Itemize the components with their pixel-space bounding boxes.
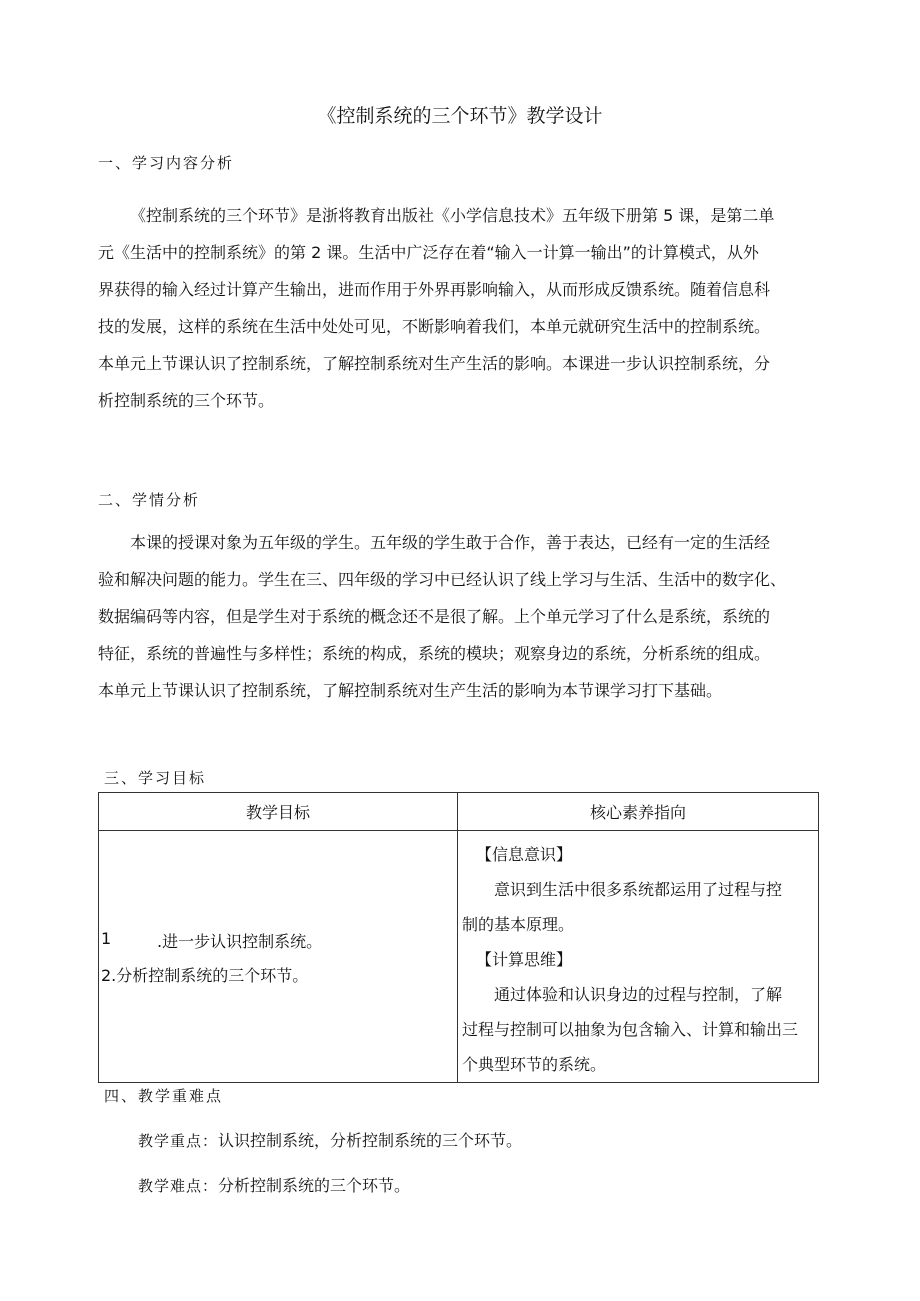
- key-point: [138, 1130, 522, 1152]
- difficult-point: [138, 1175, 410, 1197]
- goal-item: .进一步认识控制系统。: [157, 932, 323, 951]
- table-header-core-literacy: 核心素养指向: [458, 793, 819, 831]
- literacy-text: 过程与控制可以抽象为包含输入、计算和输出三: [462, 1020, 799, 1039]
- paragraph-line: 本单元上节课认识了控制系统，了解控制系统对生产生活的影响为本节课学习打下基础。: [98, 681, 723, 700]
- literacy-text: 意识到生活中很多系统都运用了过程与控: [494, 880, 783, 899]
- section-heading-content-analysis: 一、学习内容分析: [98, 154, 235, 172]
- goal-item: 2.分析控制系统的三个环节。: [101, 966, 309, 985]
- paragraph-learner-analysis: [98, 524, 820, 709]
- literacy-text: 通过体验和认识身边的过程与控制，了解: [494, 985, 783, 1004]
- section-heading-key-difficult-points: 四、教学重难点: [104, 1087, 224, 1105]
- literacy-text: 制的基本原理。: [462, 915, 575, 934]
- paragraph-line: 数据编码等内容，但是学生对于系统的概念还不是很了解。上个单元学习了什么是系统，系统的: [98, 607, 771, 626]
- paragraph-line: 特征，系统的普遍性与多样性；系统的构成，系统的模块；观察身边的系统，分析系统的组成。: [98, 644, 771, 663]
- document-title: 《控制系统的三个环节》教学设计: [317, 105, 603, 127]
- paragraph-line: 本单元上节课认识了控制系统，了解控制系统对生产生活的影响。本课进一步认识控制系统，分: [98, 354, 771, 373]
- teaching-goals-cell: [99, 831, 458, 1083]
- paragraph-line: 本课的授课对象为五年级的学生。五年级的学生敢于合作，善于表达，已经有一定的生活经: [130, 533, 771, 552]
- literacy-text: 个典型环节的系统。: [462, 1055, 607, 1074]
- core-literacy-cell: [458, 831, 819, 1083]
- section-heading-learner-analysis: 二、学情分析: [98, 491, 201, 509]
- literacy-label: 【信息意识】: [476, 845, 573, 864]
- paragraph-line: 析控制系统的三个环节。: [98, 391, 275, 410]
- paragraph-line: 技的发展，这样的系统在生活中处处可见，不断影响着我们，本单元就研究生活中的控制系统。: [98, 317, 771, 336]
- paragraph-line: 验和解决问题的能力。学生在三、四年级的学习中已经认识了线上学习与生活、生活中的数字化、: [98, 570, 787, 589]
- paragraph-line: 界获得的输入经过计算产生输出，进而作用于外界再影响输入，从而形成反馈系统。随着信息科: [98, 280, 771, 299]
- key-point-label: 教学重点：: [138, 1132, 219, 1150]
- paragraph-line: 《控制系统的三个环节》是浙将教育出版社《小学信息技术》五年级下册第 5 课，是第二单: [130, 206, 775, 225]
- difficult-point-text: 分析控制系统的三个环节。: [218, 1176, 411, 1195]
- paragraph-content-analysis: [98, 197, 820, 419]
- section-heading-learning-goals: 三、学习目标: [104, 769, 207, 787]
- table-header-teaching-goals: 教学目标: [99, 793, 458, 831]
- goal-number: 1: [101, 929, 112, 948]
- difficult-point-label: 教学难点：: [138, 1177, 219, 1195]
- literacy-label: 【计算思维】: [476, 950, 573, 969]
- key-point-text: 认识控制系统，分析控制系统的三个环节。: [218, 1131, 523, 1150]
- paragraph-line: 元《生活中的控制系统》的第 2 课。生活中广泛存在着“输入一计算一输出”的计算模式，从外: [98, 243, 759, 262]
- learning-goals-table: [98, 792, 819, 1083]
